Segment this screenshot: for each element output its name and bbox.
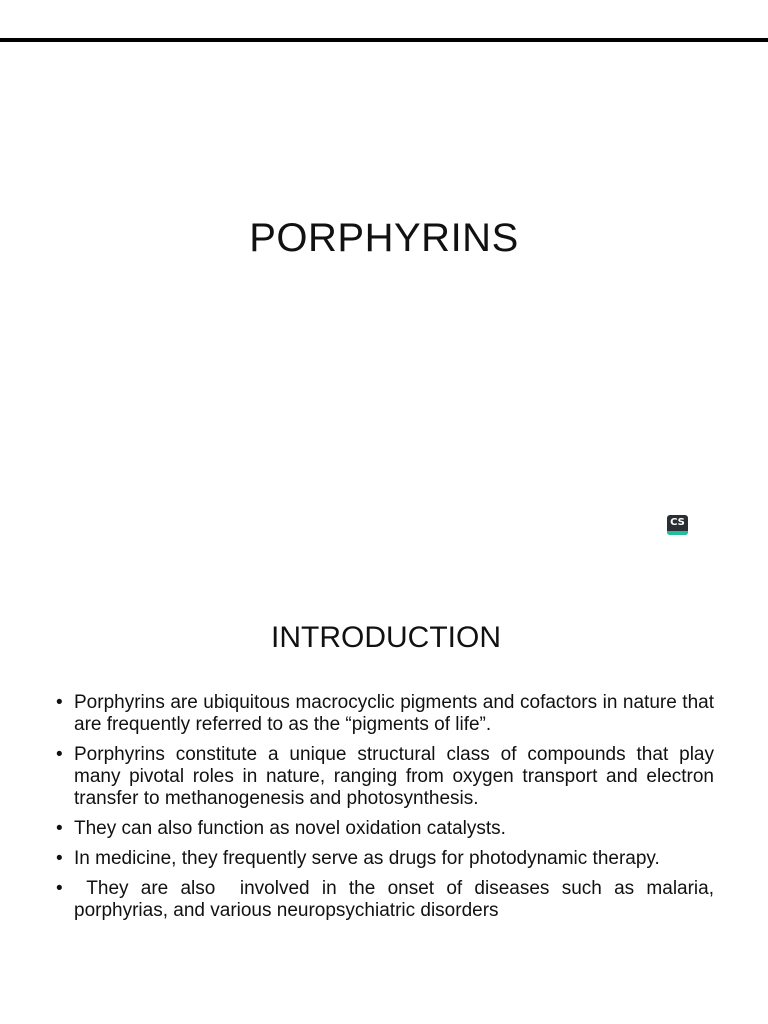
bullet-item (56, 878, 720, 922)
section-heading: INTRODUCTION (271, 621, 501, 654)
slide-title: PORPHYRINS (249, 216, 519, 260)
bullet-item (56, 848, 714, 870)
bullet-text: Porphyrins are ubiquitous macrocyclic pigments and cofactors in nature that are frequently referred to as the “pigments of life”. (74, 692, 714, 735)
bullet-icon: • (56, 848, 63, 869)
bullet-text: In medicine, they frequently serve as drugs for photodynamic therapy. (74, 848, 660, 869)
bullet-list (56, 692, 720, 930)
bullet-text: They are also involved in the onset of diseases such as malaria, porphyrias, and various neuropsychiatric disorders (74, 878, 720, 921)
bullet-icon: • (56, 692, 63, 713)
camscanner-logo-bar (667, 531, 688, 535)
bullet-icon: • (56, 878, 63, 899)
bullet-item (56, 692, 714, 736)
bullet-text: Porphyrins constitute a unique structural class of compounds that play many pivotal roles in nature, ranging from oxygen transport and electron transfer to methanogenesis and photosynthesis. (74, 744, 714, 809)
bullet-item (56, 744, 714, 810)
bullet-icon: • (56, 744, 63, 765)
bullet-text: They can also function as novel oxidation catalysts. (74, 818, 506, 839)
camscanner-logo-text: CS (670, 517, 685, 528)
bullet-item (56, 818, 714, 840)
top-divider-line (0, 38, 768, 42)
camscanner-logo-icon (667, 515, 688, 535)
bullet-icon: • (56, 818, 63, 839)
